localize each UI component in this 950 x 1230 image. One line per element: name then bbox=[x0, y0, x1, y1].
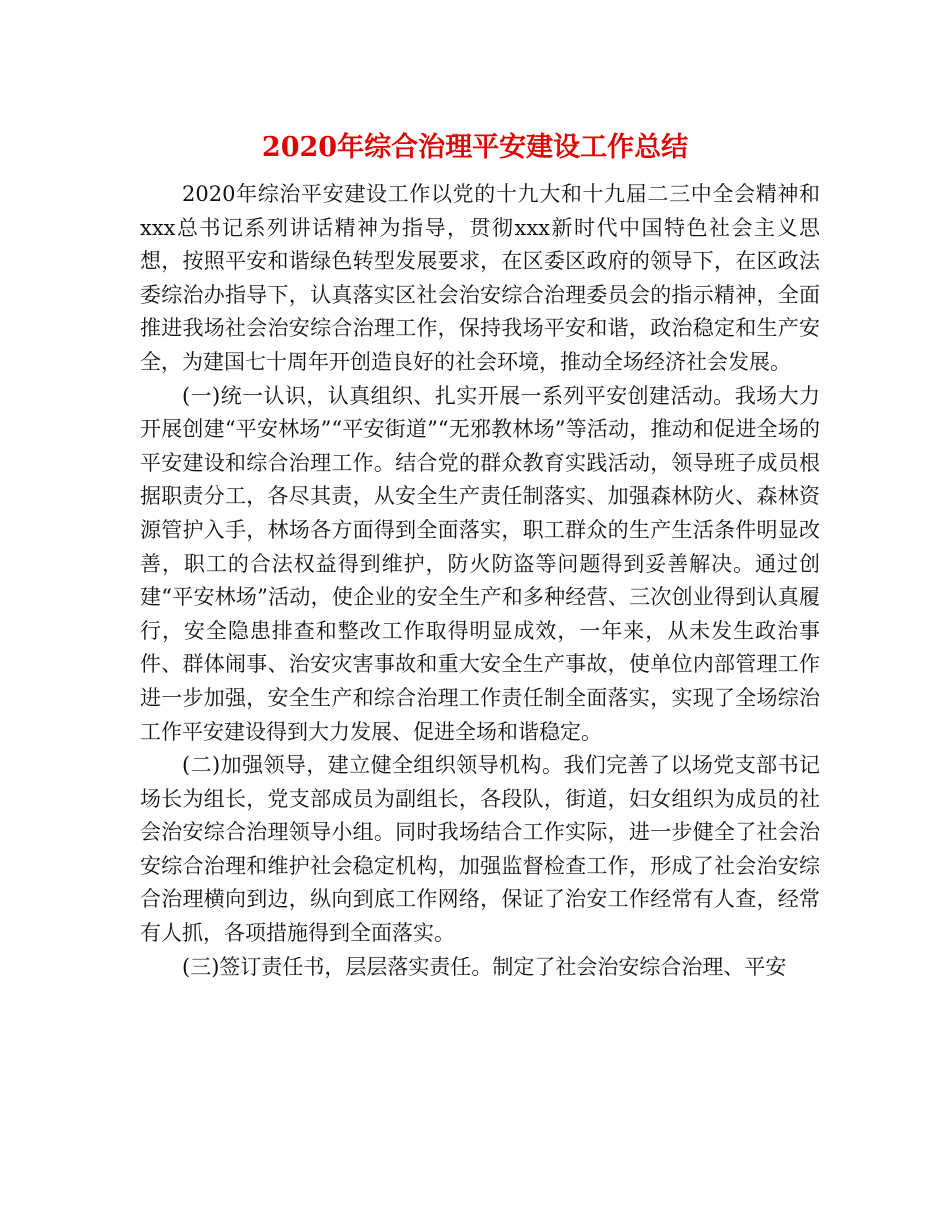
paragraph-intro: 2020年综治平安建设工作以党的十九大和十九届二三中全会精神和xxx总书记系列讲话精神为指导，贯彻xxx新时代中国特色社会主义思想，按照平安和谐绿色转型发展要求，在区委区政府的领导下，在区政法委综治办指导下，认真落实区社会治安综合治理委员会的指示精神，全面推进我场社会治安综合治理工作，保持我场平安和谐，政治稳定和生产安全，为建国七十周年开创造良好的社会环境，推动全场经济社会发展。 bbox=[140, 182, 820, 374]
paragraph-section-3: (三)签订责任书，层层落实责任。制定了社会治安综合治理、平安 bbox=[182, 954, 787, 979]
document-body bbox=[140, 178, 820, 984]
document-title: 2020年综合治理平安建设工作总结 bbox=[261, 132, 689, 163]
paragraph-section-1: (一)统一认识，认真组织、扎实开展一系列平安创建活动。我场大力开展创建“平安林场”“平安街道”“无邪教林场”等活动，推动和促进全场的平安建设和综合治理工作。结合党的群众教育实践活动，领导班子成员根据职责分工，各尽其责，从安全生产责任制落实、加强森林防火、森林资源管护入手，林场各方面得到全面落实，职工群众的生产生活条件明显改善，职工的合法权益得到维护，防火防盗等问题得到妥善解决。通过创建“平安林场”活动，使企业的安全生产和多种经营、三次创业得到认真履行，安全隐患排查和整改工作取得明显成效，一年来，从未发生政治事件、群体闹事、治安灾害事故和重大安全生产事故，使单位内部管理工作进一步加强，安全生产和综合治理工作责任制全面落实，实现了全场综治工作平安建设得到大力发展、促进全场和谐稳定。 bbox=[140, 383, 820, 744]
paragraph-section-2: (二)加强领导，建立健全组织领导机构。我们完善了以场党支部书记场长为组长，党支部成员为副组长，各段队，街道，妇女组织为成员的社会治安综合治理领导小组。同时我场结合工作实际，进一步健全了社会治安综合治理和维护社会稳定机构，加强监督检查工作，形成了社会治安综合治理横向到边，纵向到底工作网络，保证了治安工作经常有人查，经常有人抓，各项措施得到全面落实。 bbox=[140, 753, 820, 946]
